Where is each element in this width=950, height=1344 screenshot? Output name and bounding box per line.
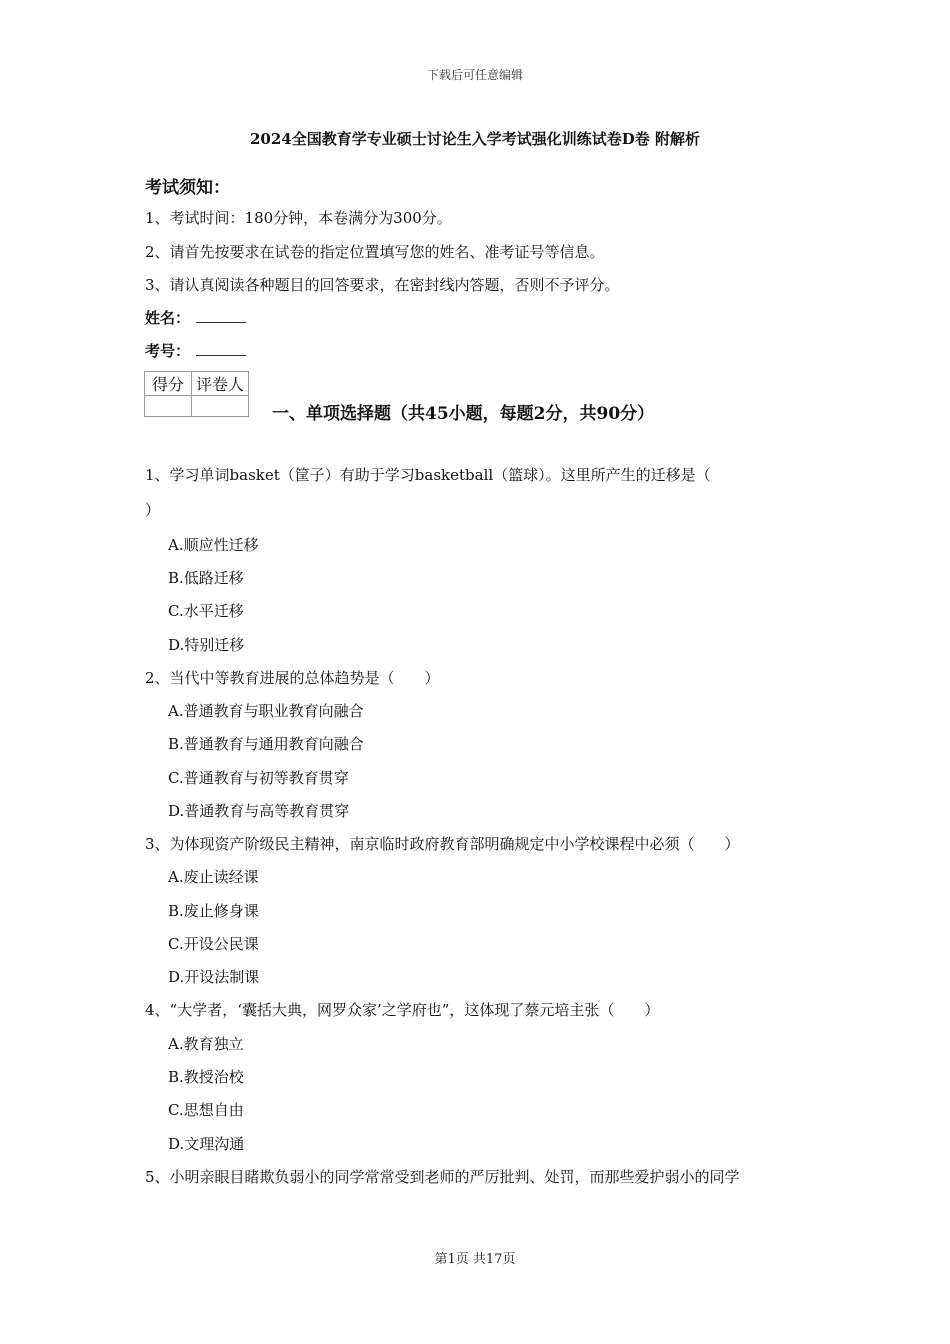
option: B.教授治校	[168, 1068, 244, 1086]
option: C.思想自由	[168, 1101, 244, 1119]
option: B.普通教育与通用教育向融合	[168, 735, 364, 753]
option: A.顺应性迁移	[168, 536, 259, 554]
option: D.开设法制课	[168, 968, 260, 986]
name-blank	[196, 308, 246, 323]
section-title: 一、单项选择题（共45小题，每题2分，共90分）	[272, 404, 655, 424]
id-blank	[196, 341, 246, 356]
score-header: 得分	[145, 372, 192, 396]
question-stem: 1、学习单词basket（筐子）有助于学习basketball（篮球）。这里所产生的迁移是（	[145, 466, 711, 484]
question-stem-cont: ）	[145, 501, 161, 519]
question-stem: 4、“大学者，‘囊括大典，网罗众家’之学府也”，这体现了蔡元培主张（ ）	[145, 1001, 660, 1019]
id-label: 考号：	[145, 342, 191, 360]
option: D.普通教育与高等教育贯穿	[168, 802, 350, 820]
option: C.开设公民课	[168, 935, 259, 953]
option: D.文理沟通	[168, 1135, 245, 1153]
score-cell	[145, 396, 192, 417]
grader-cell	[192, 396, 249, 417]
notice-item: 2、请首先按要求在试卷的指定位置填写您的姓名、准考证号等信息。	[145, 243, 605, 261]
header-note: 下载后可任意编辑	[426, 68, 523, 82]
grader-header: 评卷人	[192, 372, 249, 396]
score-table	[144, 371, 249, 417]
name-field	[145, 307, 246, 328]
option: D.特别迁移	[168, 636, 245, 654]
option: A.教育独立	[168, 1035, 244, 1053]
id-field	[145, 340, 246, 361]
name-label: 姓名：	[145, 309, 191, 327]
question-stem: 2、当代中等教育进展的总体趋势是（ ）	[145, 669, 440, 687]
page-footer: 第1页 共17页	[434, 1252, 516, 1267]
option: B.废止修身课	[168, 902, 259, 920]
question-stem: 5、小明亲眼目睹欺负弱小的同学常常受到老师的严厉批判、处罚，而那些爱护弱小的同学	[145, 1168, 740, 1186]
document-title: 2024全国教育学专业硕士讨论生入学考试强化训练试卷D卷 附解析	[250, 130, 700, 148]
notice-heading: 考试须知：	[145, 178, 230, 198]
option: A.废止读经课	[168, 868, 259, 886]
notice-item: 3、请认真阅读各种题目的回答要求，在密封线内答题，否则不予评分。	[145, 276, 620, 294]
notice-item: 1、考试时间：180分钟，本卷满分为300分。	[145, 209, 452, 227]
option: A.普通教育与职业教育向融合	[168, 702, 364, 720]
option: C.水平迁移	[168, 602, 244, 620]
option: B.低路迁移	[168, 569, 244, 587]
option: C.普通教育与初等教育贯穿	[168, 769, 349, 787]
question-stem: 3、为体现资产阶级民主精神，南京临时政府教育部明确规定中小学校课程中必须（ ）	[145, 835, 740, 853]
